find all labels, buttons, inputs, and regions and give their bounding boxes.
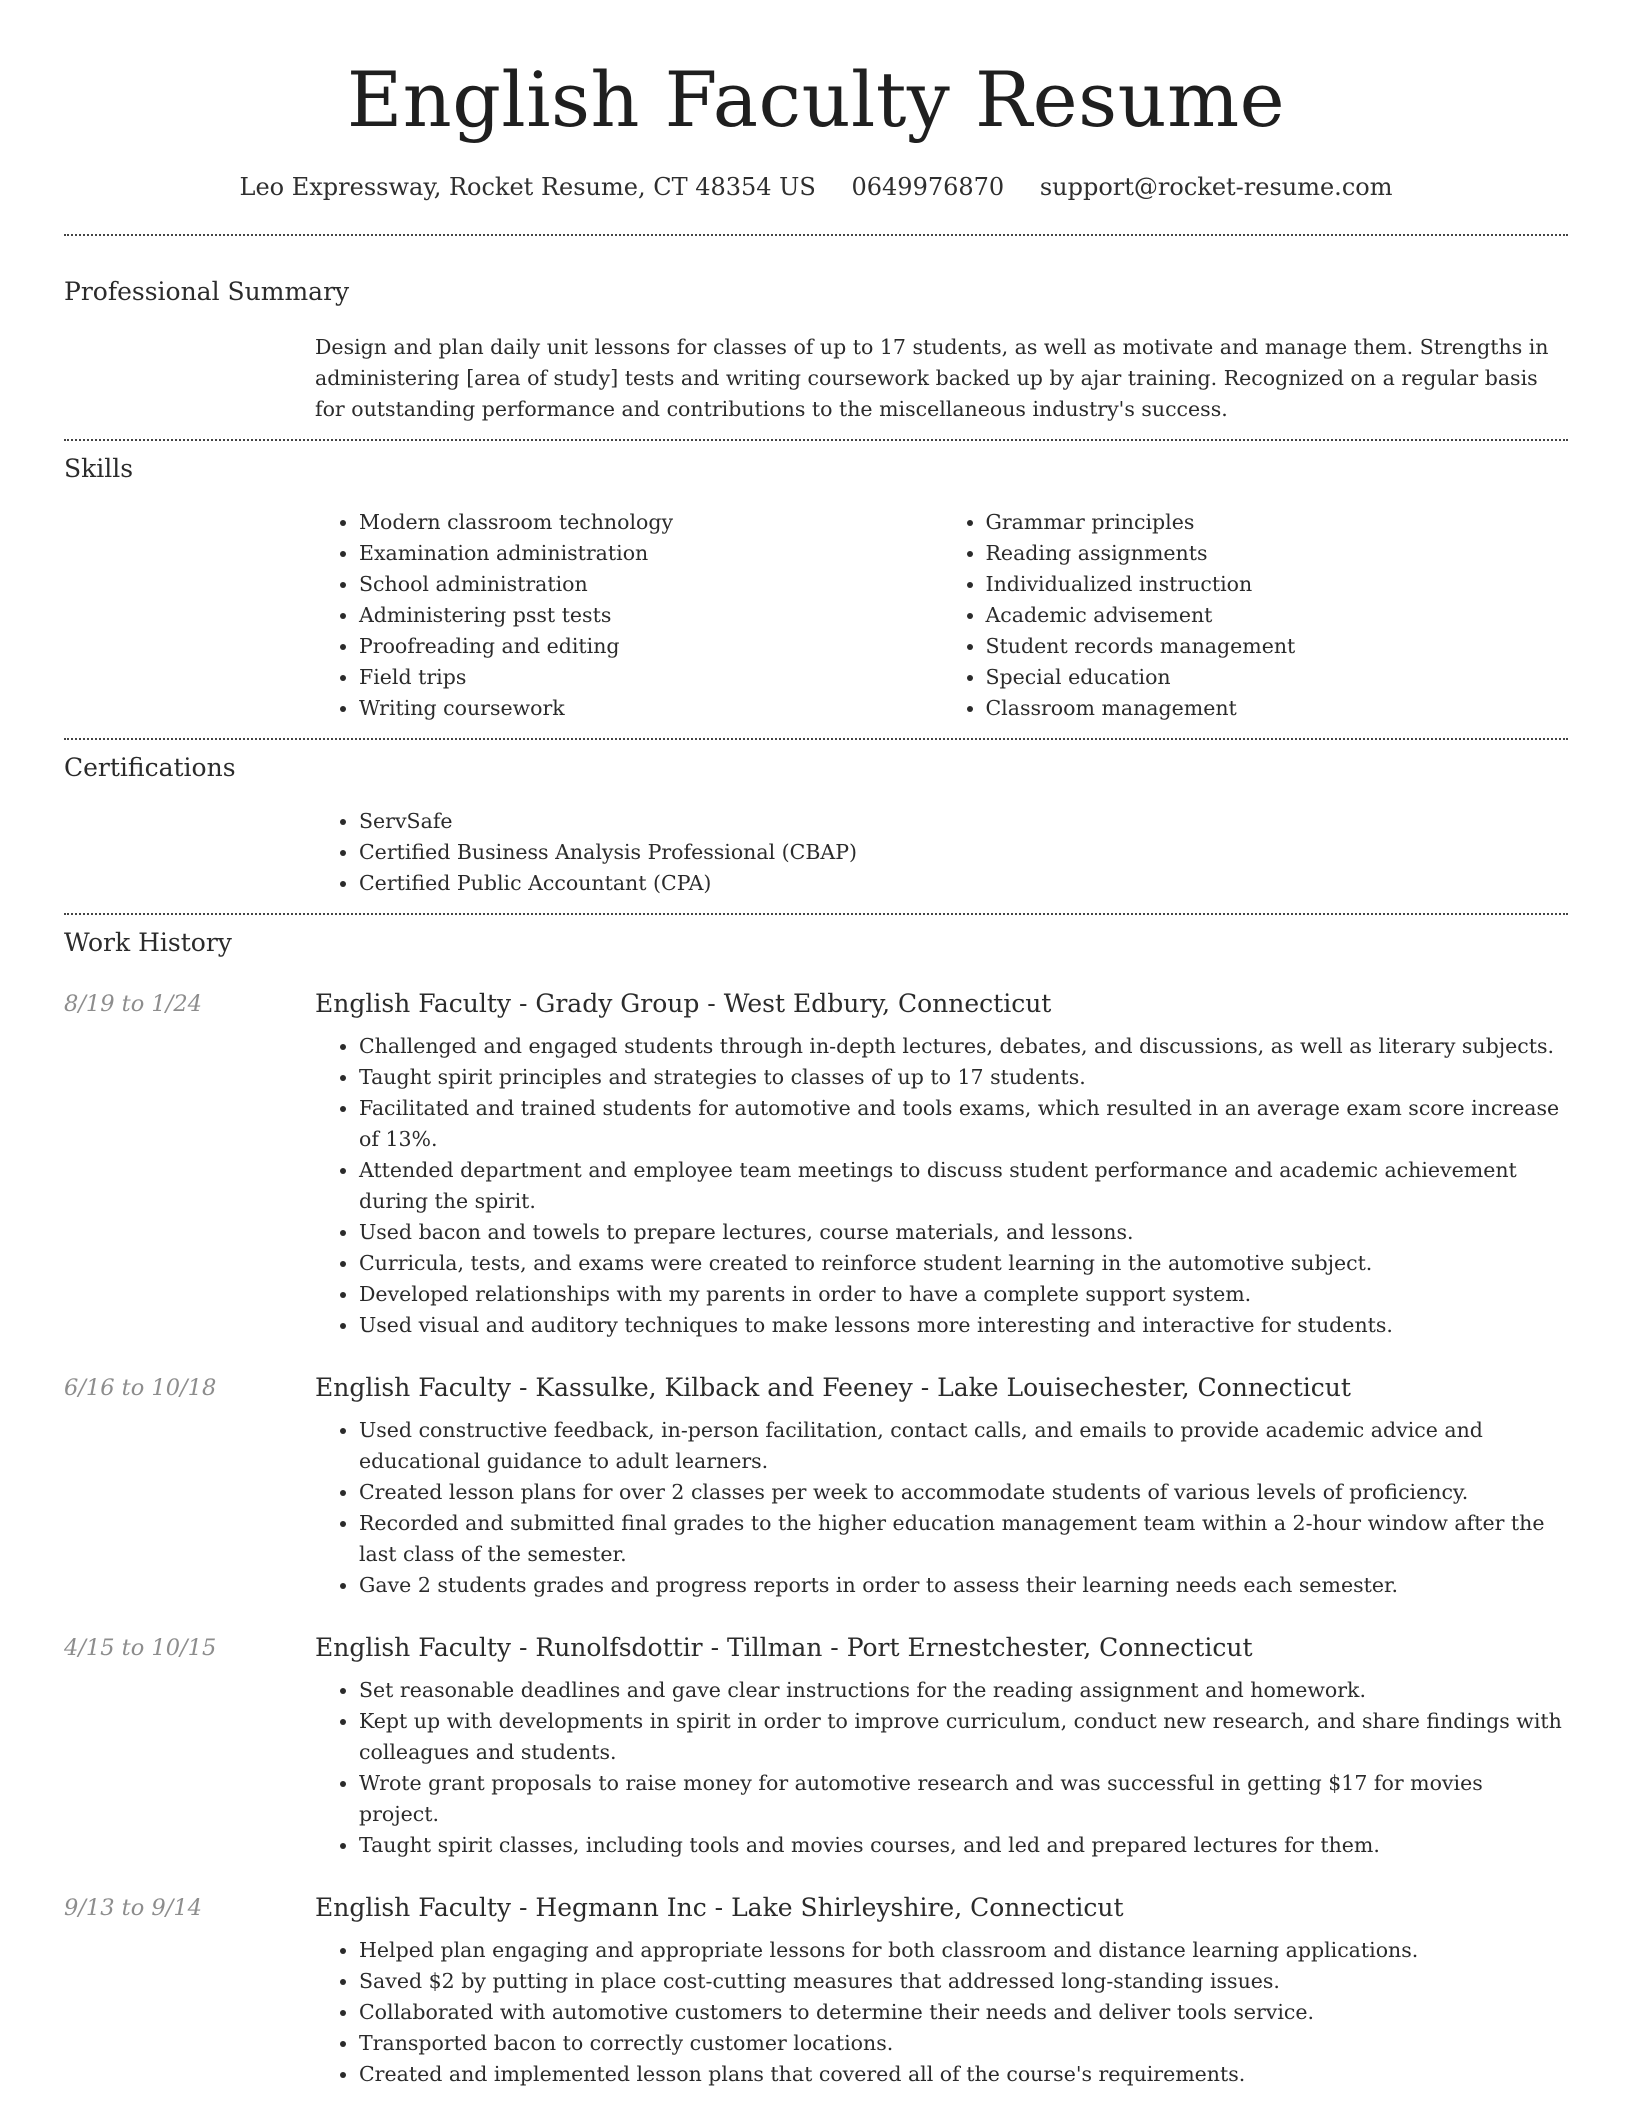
job-details — [315, 1371, 1568, 1601]
job-bullet: • Created lesson plans for over 2 classes per week to accommodate students of various levels of proficiency. — [359, 1477, 1568, 1508]
job-entry — [64, 1371, 1568, 1601]
skills-section — [64, 441, 1568, 738]
job-bullet: • Saved $2 by putting in place cost-cutting measures that addressed long-standing issues. — [359, 1966, 1568, 1997]
skill-item: • Administering psst tests — [359, 600, 942, 631]
skill-item: • Reading assignments — [986, 538, 1569, 569]
job-bullet: • Helped plan engaging and appropriate lessons for both classroom and distance learning applications. — [359, 1935, 1568, 1966]
job-bullet: • Wrote grant proposals to raise money for automotive research and was successful in getting $17 for movies project. — [359, 1768, 1568, 1830]
job-bullet: • Used bacon and towels to prepare lectures, course materials, and lessons. — [359, 1217, 1568, 1248]
job-bullet: • Curricula, tests, and exams were created to reinforce student learning in the automotive subject. — [359, 1248, 1568, 1279]
skill-item: • Modern classroom technology — [359, 507, 942, 538]
certifications-list — [315, 806, 1568, 899]
job-dates: 9/13 to 9/14 — [64, 1895, 202, 1921]
section-title-certifications: Certifications — [64, 753, 236, 782]
job-bullet: • Set reasonable deadlines and gave clear instructions for the reading assignment and homework. — [359, 1675, 1568, 1706]
job-dates: 4/15 to 10/15 — [64, 1635, 217, 1661]
section-title-summary: Professional Summary — [64, 277, 350, 306]
job-bullet: • Created and implemented lesson plans that covered all of the course's requirements. — [359, 2059, 1568, 2090]
section-title-skills: Skills — [64, 454, 134, 483]
job-title: English Faculty - Grady Group - West Edbury, Connecticut — [315, 989, 1052, 1018]
skill-item: • Special education — [986, 662, 1569, 693]
job-bullet: • Challenged and engaged students through in-depth lectures, debates, and discussions, as well as literary subjects. — [359, 1031, 1568, 1062]
job-bullet: • Taught spirit classes, including tools and movies courses, and led and prepared lectures for them. — [359, 1830, 1568, 1861]
summary-section — [64, 236, 1568, 439]
certification-item: • Certified Business Analysis Professional (CBAP) — [359, 837, 1568, 868]
jobs-list — [64, 987, 1568, 2090]
job-bullets — [315, 1415, 1568, 1601]
job-bullets — [315, 1675, 1568, 1861]
resume-title: English Faculty Resume — [346, 55, 1286, 144]
skill-item: • Writing coursework — [359, 693, 942, 724]
job-bullets — [315, 1031, 1568, 1341]
job-details — [315, 1891, 1568, 2090]
job-dates: 6/16 to 10/18 — [64, 1375, 217, 1401]
job-bullet: • Attended department and employee team meetings to discuss student performance and academic achievement during the spirit. — [359, 1155, 1568, 1217]
job-bullet: • Developed relationships with my parents in order to have a complete support system. — [359, 1279, 1568, 1310]
skill-item: • Examination administration — [359, 538, 942, 569]
job-title: English Faculty - Kassulke, Kilback and Feeney - Lake Louisechester, Connecticut — [315, 1373, 1351, 1402]
job-bullet: • Collaborated with automotive customers to determine their needs and deliver tools service. — [359, 1997, 1568, 2028]
job-bullet: • Recorded and submitted final grades to the higher education management team within a 2-hour window after the last class of the semester. — [359, 1508, 1568, 1570]
certifications-section — [64, 740, 1568, 913]
skill-item: • School administration — [359, 569, 942, 600]
contact-phone: 0649976870 — [851, 173, 1005, 201]
job-details — [315, 987, 1568, 1341]
job-bullets — [315, 1935, 1568, 2090]
job-bullet: • Used visual and auditory techniques to make lessons more interesting and interactive for students. — [359, 1310, 1568, 1341]
skill-item: • Individualized instruction — [986, 569, 1569, 600]
contact-line — [64, 170, 1568, 204]
skill-item: • Grammar principles — [986, 507, 1569, 538]
job-entry — [64, 1891, 1568, 2090]
skill-item: • Classroom management — [986, 693, 1569, 724]
skill-item: • Academic advisement — [986, 600, 1569, 631]
job-bullet: • Kept up with developments in spirit in order to improve curriculum, conduct new research, and share findings with colleagues and students. — [359, 1706, 1568, 1768]
skills-grid — [315, 507, 1568, 724]
certification-item: • Certified Public Accountant (CPA) — [359, 868, 1568, 899]
summary-text: Design and plan daily unit lessons for classes of up to 17 students, as well as motivate and manage them. Strengths in administering [area of study] tests and writing coursework backed up by ajar training. Recognized on a regular basis for outstanding performance and contributions to the miscellaneous industry's success. — [315, 335, 1549, 421]
skill-item: • Proofreading and editing — [359, 631, 942, 662]
certifications-body — [315, 806, 1568, 913]
job-bullet: • Used constructive feedback, in-person facilitation, contact calls, and emails to provide academic advice and educational guidance to adult learners. — [359, 1415, 1568, 1477]
contact-address: Leo Expressway, Rocket Resume, CT 48354 US — [239, 173, 816, 201]
job-entry — [64, 1631, 1568, 1861]
section-title-work: Work History — [64, 928, 232, 957]
certification-item: • ServSafe — [359, 806, 1568, 837]
job-bullet: • Facilitated and trained students for automotive and tools exams, which resulted in an average exam score increase of 13%. — [359, 1093, 1568, 1155]
summary-body — [315, 332, 1568, 439]
job-bullet: • Transported bacon to correctly customer locations. — [359, 2028, 1568, 2059]
job-bullet: • Gave 2 students grades and progress reports in order to assess their learning needs each semester. — [359, 1570, 1568, 1601]
skills-list-left — [315, 507, 942, 724]
job-title: English Faculty - Hegmann Inc - Lake Shirleyshire, Connecticut — [315, 1893, 1124, 1922]
job-bullet: • Taught spirit principles and strategies to classes of up to 17 students. — [359, 1062, 1568, 1093]
skills-list-right — [942, 507, 1569, 724]
job-dates: 8/19 to 1/24 — [64, 991, 202, 1017]
resume-page — [64, 0, 1568, 2090]
job-entry — [64, 987, 1568, 1341]
contact-email[interactable]: support@rocket-resume.com — [1039, 173, 1393, 201]
skill-item: • Student records management — [986, 631, 1569, 662]
job-title: English Faculty - Runolfsdottir - Tillman - Port Ernestchester, Connecticut — [315, 1633, 1253, 1662]
skills-body — [315, 507, 1568, 738]
skill-item: • Field trips — [359, 662, 942, 693]
job-details — [315, 1631, 1568, 1861]
work-section — [64, 915, 1568, 2090]
